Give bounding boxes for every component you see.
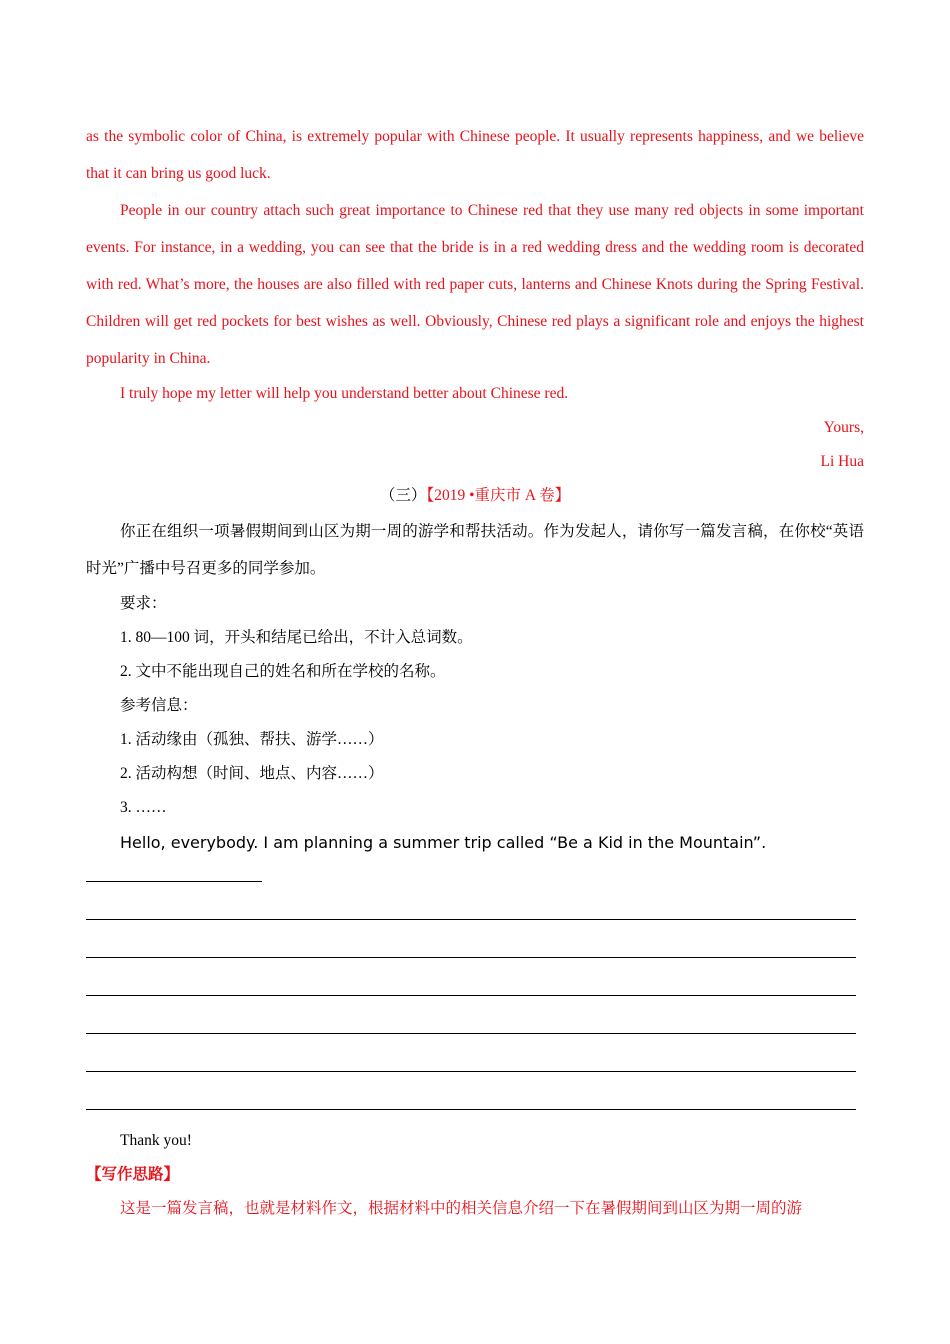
- reference-title: 参考信息：: [120, 697, 198, 714]
- letter-closing: Yours,: [823, 419, 864, 436]
- analysis-text: 这是一篇发言稿，也就是材料作文，根据材料中的相关信息介绍一下在暑假期间到山区为期一周的游: [120, 1200, 803, 1217]
- section-source: 【2019 •重庆市 A 卷】: [426, 487, 571, 504]
- reference-1: 1. 活动缘由（孤独、帮扶、游学……）: [120, 731, 384, 748]
- essay-ending: Thank you!: [120, 1132, 192, 1149]
- writing-line[interactable]: [86, 1108, 856, 1110]
- section-number: （三）: [379, 487, 427, 504]
- task-prompt: 你正在组织一项暑假期间到山区为期一周的游学和帮扶活动。作为发起人，请你写一篇发言稿，在你校“英语时光”广播中号召更多的同学参加。: [86, 523, 864, 577]
- writing-line[interactable]: [86, 956, 856, 958]
- letter-signature: Li Hua: [820, 453, 864, 470]
- document-page: [86, 118, 864, 1226]
- analysis-title: 【写作思路】: [86, 1166, 180, 1183]
- writing-line[interactable]: [86, 1070, 856, 1072]
- letter-paragraph-1: as the symbolic color of China, is extremely popular with Chinese people. It usually represents happiness, and we believe that it can bring us good luck.: [86, 128, 864, 182]
- writing-line[interactable]: [86, 918, 856, 920]
- section-heading: [86, 479, 864, 513]
- writing-line[interactable]: [86, 1032, 856, 1034]
- reference-3: 3. ……: [120, 799, 167, 816]
- requirement-2: 2. 文中不能出现自己的姓名和所在学校的名称。: [120, 663, 446, 680]
- letter-paragraph-2: People in our country attach such great importance to Chinese red that they use many red objects in some important events. For instance, in a wedding, you can see that the bride is in a red wedding dress and the wedding room is decorated with red. What’s more, the houses are also filled with red paper cuts, lanterns and Chinese Knots during the Spring Festival. Children will get red pockets for best wishes as well. Obviously, Chinese red plays a significant role and enjoys the highest popularity in China.: [86, 202, 864, 367]
- writing-line[interactable]: [86, 994, 856, 996]
- essay-opening: Hello, everybody. I am planning a summer trip called “Be a Kid in the Mountain”.: [120, 833, 767, 852]
- requirement-1: 1. 80—100 词，开头和结尾已给出，不计入总词数。: [120, 629, 473, 646]
- letter-paragraph-3: I truly hope my letter will help you understand better about Chinese red.: [120, 385, 569, 402]
- reference-2: 2. 活动构想（时间、地点、内容……）: [120, 765, 384, 782]
- requirements-title: 要求：: [120, 595, 167, 612]
- writing-blank-short[interactable]: [86, 880, 262, 882]
